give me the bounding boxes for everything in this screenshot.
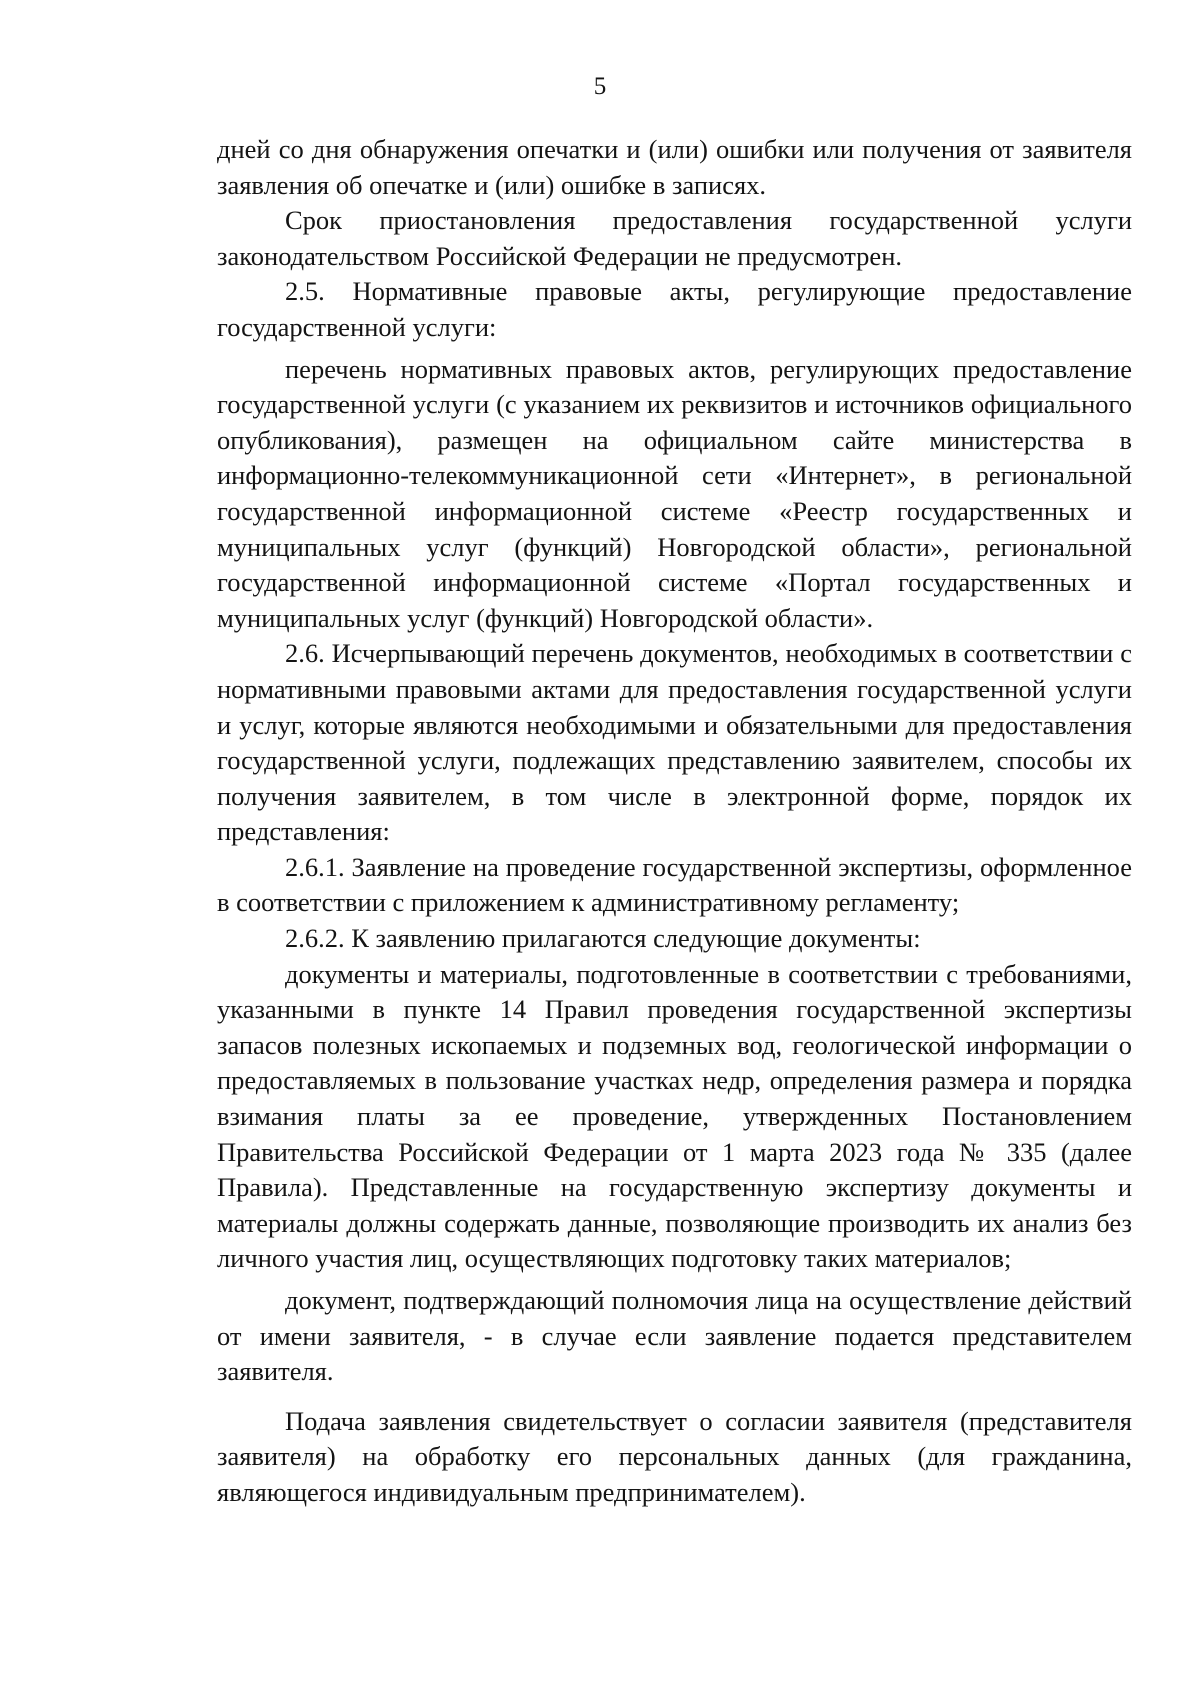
paragraph-2-6-1: 2.6.1. Заявление на проведение государственной экспертизы, оформленное в соответствии с приложением к административному регламенту; [217, 851, 1132, 918]
paragraph-suspension-term: Срок приостановления предоставления государственной услуги законодательством Российской Федерации не предусмотрен. [217, 205, 1132, 271]
paragraph-documents-materials: документы и материалы, подготовленные в соответствии с требованиями, указанными в пункте 14 Правил проведения государственной экспертизы запасов полезных ископаемых и подземных вод, геологической информации о предоставляемых в пользование участках недр, определения размера и порядка взимания платы за ее проведение, утвержденных Постановлением Правительства Российской Федерации от 1 марта 2023 года № 335 (далее Правила). Представленные на государственную экспертизу документы и материалы должны содержать данные, позволяющие производить их анализ без личного участия лиц, осуществляющих подготовку таких материалов; [217, 958, 1132, 1274]
paragraph-2-6-2: 2.6.2. К заявлению прилагаются следующие документы: [285, 923, 921, 954]
paragraph-continuation: дней со дня обнаружения опечатки и (или) ошибки или получения от заявителя заявления об опечатке и (или) ошибке в записях. [217, 134, 1132, 200]
paragraph-legal-acts-list: перечень нормативных правовых актов, регулирующих предоставление государственной услуги (с указанием их реквизитов и источников официального опубликования), размещен на официальном сайте министерства в информационно-телекоммуникационной сети «Интернет», в региональной государственной информационной системе «Реестр государственных и муниципальных услуг (функций) Новгородской области», региональной государственной информационной системе «Портал государственных и муниципальных услуг (функций) Новгородской области». [217, 353, 1132, 633]
document-body [217, 132, 1132, 1511]
page-number: 5 [593, 73, 607, 100]
paragraph-authority-document: документ, подтверждающий полномочия лица на осуществление действий от имени заявителя, - в случае если заявление подается представителем заявителя. [217, 1285, 1132, 1387]
paragraph-2-6: 2.6. Исчерпывающий перечень документов, необходимых в соответствии с нормативными правовыми актами для предоставления государственной услуги и услуг, которые являются необходимыми и обязательными для предоставления государственной услуги, подлежащих представлению заявителем, способы их получения заявителем, в том числе в электронной форме, порядок их представления: [217, 638, 1132, 847]
paragraph-2-5: 2.5. Нормативные правовые акты, регулирующие предоставление государственной услуги: [217, 276, 1132, 342]
paragraph-personal-data-consent: Подача заявления свидетельствует о согласии заявителя (представителя заявителя) на обработку его персональных данных (для гражданина, являющегося индивидуальным предпринимателем). [217, 1405, 1132, 1507]
